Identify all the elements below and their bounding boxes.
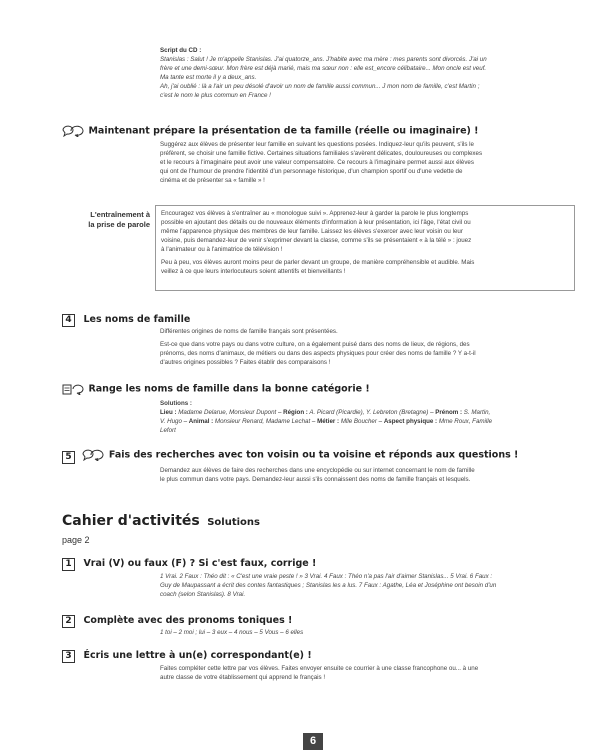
- presentation-line: cinéma et de présenter sa « famille » !: [160, 177, 265, 184]
- presentation-text: [160, 140, 580, 185]
- ex3-text: [160, 664, 580, 682]
- ex3-line: autre classe de votre établissement qui apprend le français !: [160, 674, 326, 681]
- entrainement-label: [62, 210, 150, 230]
- page-number: 6: [303, 733, 323, 750]
- entrainement-line: Encouragez vos élèves à s'entraîner au « monologue suivi ». Apprenez-leur à garder la parole le plus longtemps: [161, 210, 469, 217]
- recherches-heading-row: [62, 446, 582, 464]
- solutions-label: Solutions :: [160, 400, 192, 407]
- presentation-heading: Maintenant prépare la présentation de ta famille (réelle ou imaginaire) !: [88, 125, 479, 137]
- noms-line: Est-ce que dans votre pays ou dans votre culture, on a également puisé dans des noms de lieux, de régions, des: [160, 341, 470, 348]
- aspect-values: Mme Roux, Famille: [437, 418, 493, 425]
- presentation-line: qui ont de l'humour de prendre l'identité d'un personnage historique, d'un champion sportif ou d'une vedette de: [160, 168, 463, 175]
- solutions-line-2: [160, 417, 580, 426]
- ex3-heading: Écris une lettre à un(e) correspondant(e) !: [83, 650, 312, 661]
- lieu-values: Madame Delarue, Monsieur Dupont –: [176, 409, 284, 416]
- ex1-line: coach (selon Stanislas). 8 Vrai.: [160, 591, 246, 598]
- range-heading: Range les noms de famille dans la bonne catégorie !: [88, 383, 370, 395]
- prenom-values: S. Martin,: [462, 409, 491, 416]
- section-number: 1: [62, 558, 75, 571]
- region-label: Région :: [283, 409, 308, 416]
- noms-line: d'autres origines possibles ? Faites établir des comparaisons !: [160, 359, 331, 366]
- ex1-heading-row: [62, 553, 582, 571]
- recherches-text: [160, 466, 580, 484]
- entrainement-label-line2: la prise de parole: [88, 220, 150, 229]
- entrainement-line: voisine, puis demandez-leur de venir s'exprimer devant la classe, comme s'ils se présentaient « à la télé » : jouez: [161, 237, 472, 244]
- animal-values: Monsieur Renard, Madame Lechat –: [213, 418, 318, 425]
- ex3-line: Faites compléter cette lettre par vos élèves. Faites envoyer ensuite ce courrier à une classe francophone ou... à une: [160, 665, 479, 672]
- range-solutions: [160, 399, 580, 435]
- ex2-answers: 1 toi – 2 moi ; lui – 3 eux – 4 nous – 5 Vous – 6 elles: [160, 629, 304, 636]
- entrainement-line: possible en ajoutant des détails ou de nouveaux éléments d'information à leur présentation, ici l'âge, l'état civil ou: [161, 219, 471, 226]
- script-block: [160, 46, 580, 100]
- ex3-heading-row: [62, 645, 582, 663]
- prenom-values-cont: V. Hugo –: [160, 418, 189, 425]
- cahier-title: Cahier d'activités: [62, 513, 200, 529]
- section-number: 2: [62, 615, 75, 628]
- metier-values: Mlle Boucher –: [339, 418, 384, 425]
- section-number: 4: [62, 314, 75, 327]
- recherches-heading: Fais des recherches avec ton voisin ou ta voisine et réponds aux questions !: [108, 449, 519, 461]
- region-values: A. Picard (Picardie), Y. Lebreton (Bretagne) –: [307, 409, 436, 416]
- presentation-line: et le recours à l'imaginaire peut avoir une valeur compensatoire. Ce recours à l'imaginaire permet aussi aux élèves: [160, 159, 474, 166]
- noms-text: [160, 327, 580, 367]
- animal-label: Animal :: [188, 418, 214, 425]
- range-heading-row: [62, 380, 582, 394]
- entrainement-box: [155, 205, 575, 291]
- section-number: 5: [62, 451, 75, 464]
- lieu-label: Lieu :: [160, 409, 177, 416]
- aspect-label: Aspect physique :: [383, 418, 438, 425]
- script-line: c'est le nom le plus commun en France !: [160, 92, 271, 99]
- script-line: Stanislas : Salut ! Je m'appelle Stanislas. J'ai quatorze_ans. J'habite avec ma mère : mes parents sont divorcés. J'ai un: [160, 56, 487, 63]
- speech-bubbles-icon: [82, 449, 104, 460]
- solutions-line-3: Lefort: [160, 427, 176, 434]
- recherches-line: le plus commun dans votre pays. Demandez-leur aussi s'ils connaissent des noms de famille français et lesquels.: [160, 476, 471, 483]
- noms-heading-row: [62, 309, 582, 327]
- ex1-line: Guy de Maupassant a écrit des contes fantastiques ; Stanislas les a lus. 7 Faux : Agathe, Léa et Joséphine ont besoin d'un: [160, 582, 497, 589]
- script-line: Ah, j'ai oublié : là a l'air un peu désolé d'avoir un nom de famille aussi commun... J mon nom de famille, c'est Martin ;: [160, 83, 480, 90]
- section-number: 3: [62, 650, 75, 663]
- presentation-line: Suggérez aux élèves de présenter leur famille en suivant les questions posées. Indiquez-leur qu'ils peuvent, s'ils le: [160, 141, 474, 148]
- metier-label: Métier :: [317, 418, 340, 425]
- cahier-title-row: [62, 512, 582, 530]
- ex1-answers: [160, 572, 580, 599]
- solutions-line-1: [160, 408, 580, 417]
- noms-intro: Différentes origines de noms de famille français sont présentées.: [160, 328, 338, 335]
- cahier-subtitle: Solutions: [207, 517, 260, 528]
- speech-bubbles-icon: [62, 125, 84, 136]
- read-write-icon: [62, 383, 84, 394]
- entrainement-line: veillez à ce que leurs interlocuteurs soient attentifs et bienveillants !: [161, 268, 346, 275]
- entrainement-line: même l'apparence physique des membres de leur famille. Laissez les élèves s'exercer avec leur voisin ou leur: [161, 228, 463, 235]
- prenom-label: Prénom :: [435, 409, 463, 416]
- noms-line: prénoms, des noms d'animaux, de métiers ou dans des aspects physiques pour créer des noms de famille ? Y a-t-il: [160, 350, 476, 357]
- script-line: frère et une demi-sœur. Mon frère est déjà marié, mais ma sœur non : elle est_encore célibataire... Mon oncle est veuf.: [160, 65, 487, 72]
- ex1-heading: Vrai (V) ou faux (F) ? Si c'est faux, corrige !: [83, 558, 317, 569]
- recherches-line: Demandez aux élèves de faire des recherches dans une encyclopédie ou sur internet concernant le nom de famille: [160, 467, 475, 474]
- script-title: Script du CD :: [160, 47, 202, 54]
- cahier-page: page 2: [62, 535, 90, 545]
- noms-heading: Les noms de famille: [83, 314, 191, 325]
- entrainement-line: à l'animateur ou à l'animatrice de télévision !: [161, 246, 283, 253]
- ex2-heading: Complète avec des pronoms toniques !: [83, 615, 293, 626]
- ex2-heading-row: [62, 610, 582, 628]
- script-line: Ma tante est morte il y a deux_ans.: [160, 74, 257, 81]
- entrainement-line: Peu à peu, vos élèves auront moins peur de parler devant un groupe, de manière compréhensible et audible. Mais: [161, 259, 475, 266]
- presentation-heading-row: [62, 122, 582, 136]
- ex1-line: 1 Vrai. 2 Faux : Théo dit : « C'est une vraie peste ! » 3 Vrai. 4 Faux : Théo n'a pas l'air d'aimer Stanislas... 5 Vrai. 6 Faux :: [160, 573, 493, 580]
- presentation-line: préfèrent, se choisir une famille fictive. Certaines situations familiales s'avèrent délicates, douloureuses ou complexes: [160, 150, 483, 157]
- entrainement-label-line1: L'entraînement à: [90, 210, 150, 219]
